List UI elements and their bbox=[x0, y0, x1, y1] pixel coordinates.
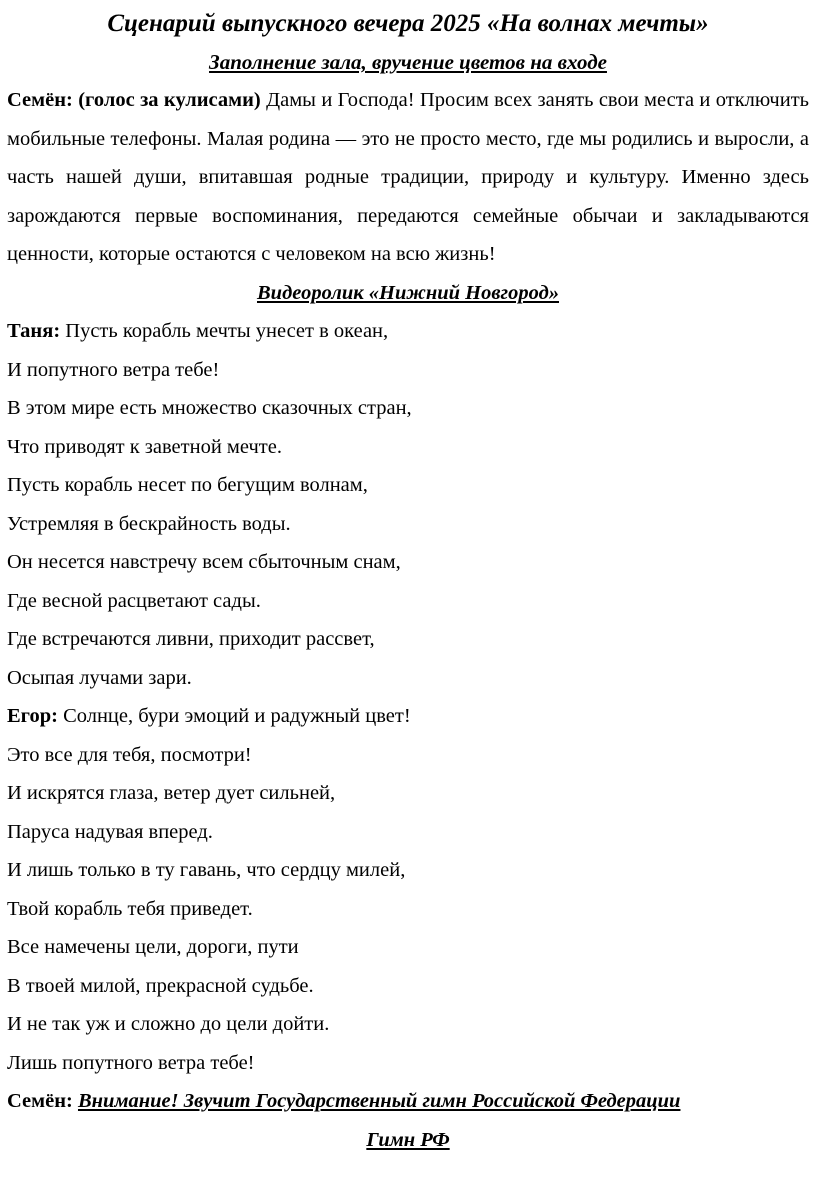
poem-line: Что приводят к заветной мечте. bbox=[7, 435, 282, 458]
speaker-egor: Егор: bbox=[7, 705, 58, 727]
poem-line-tanya-first bbox=[7, 312, 809, 351]
poem-line: Он несется навстречу всем сбыточным снам, bbox=[7, 551, 401, 573]
poem-line: И не так уж и сложно до цели дойти. bbox=[7, 1013, 330, 1035]
poem-line: И попутного ветра тебе! bbox=[7, 358, 220, 381]
video-heading: Видеоролик «Нижний Новгород» bbox=[257, 281, 559, 304]
poem-line: Лишь попутного ветра тебе! bbox=[7, 1051, 255, 1074]
speaker-semyon-intro: Семён: (голос за кулисами) bbox=[7, 89, 261, 111]
poem-line: В твоей милой, прекрасной судьбе. bbox=[7, 974, 314, 997]
poem-line: Все намечены цели, дороги, пути bbox=[7, 936, 299, 958]
speaker-tanya: Таня: bbox=[7, 320, 61, 342]
anthem-announcement: Внимание! Звучит Государственный гимн Российской Федерации bbox=[77, 1090, 681, 1112]
intro-paragraph bbox=[7, 81, 809, 274]
poem-line: Твой корабль тебя приведет. bbox=[7, 897, 253, 920]
anthem-announcement-line bbox=[7, 1082, 809, 1121]
poem-line: И лишь только в ту гавань, что сердцу милей, bbox=[7, 859, 406, 881]
document-title: Сценарий выпускного вечера 2025 «На волнах мечты» bbox=[107, 10, 709, 37]
poem-line: Осыпая лучами зари. bbox=[7, 666, 192, 689]
poem-line: Это все для тебя, посмотри! bbox=[7, 743, 252, 766]
poem-line-egor-first bbox=[7, 697, 809, 736]
scene-subtitle: Заполнение зала, вручение цветов на входе bbox=[209, 50, 607, 74]
poem-text: Солнце, бури эмоций и радужный цвет! bbox=[63, 705, 411, 727]
poem-line: Устремляя в бескрайность воды. bbox=[7, 512, 291, 535]
poem-line: Пусть корабль несет по бегущим волнам, bbox=[7, 474, 368, 496]
poem-text: Пусть корабль мечты унесет в океан, bbox=[65, 320, 389, 342]
intro-text: Дамы и Господа! Просим всех занять свои места и отключить мобильные телефоны. Малая родина — это не просто место, где мы родились и выросли, а часть нашей души, впитавшая родные традиции, природу и культуру. Именно здесь зарождаются первые воспоминания, передаются семейные обычаи и закладываются ценности, которые остаются с человеком на всю жизнь! bbox=[7, 89, 810, 265]
poem-line: Паруса надувая вперед. bbox=[7, 820, 213, 843]
poem-line: Где весной расцветают сады. bbox=[7, 589, 261, 612]
poem-line: И искрятся глаза, ветер дует сильней, bbox=[7, 782, 336, 804]
anthem-heading: Гимн РФ bbox=[366, 1128, 450, 1151]
poem-line: В этом мире есть множество сказочных стран, bbox=[7, 397, 412, 419]
poem-line: Где встречаются ливни, приходит рассвет, bbox=[7, 628, 375, 650]
speaker-semyon-anthem: Семён: bbox=[7, 1090, 73, 1112]
